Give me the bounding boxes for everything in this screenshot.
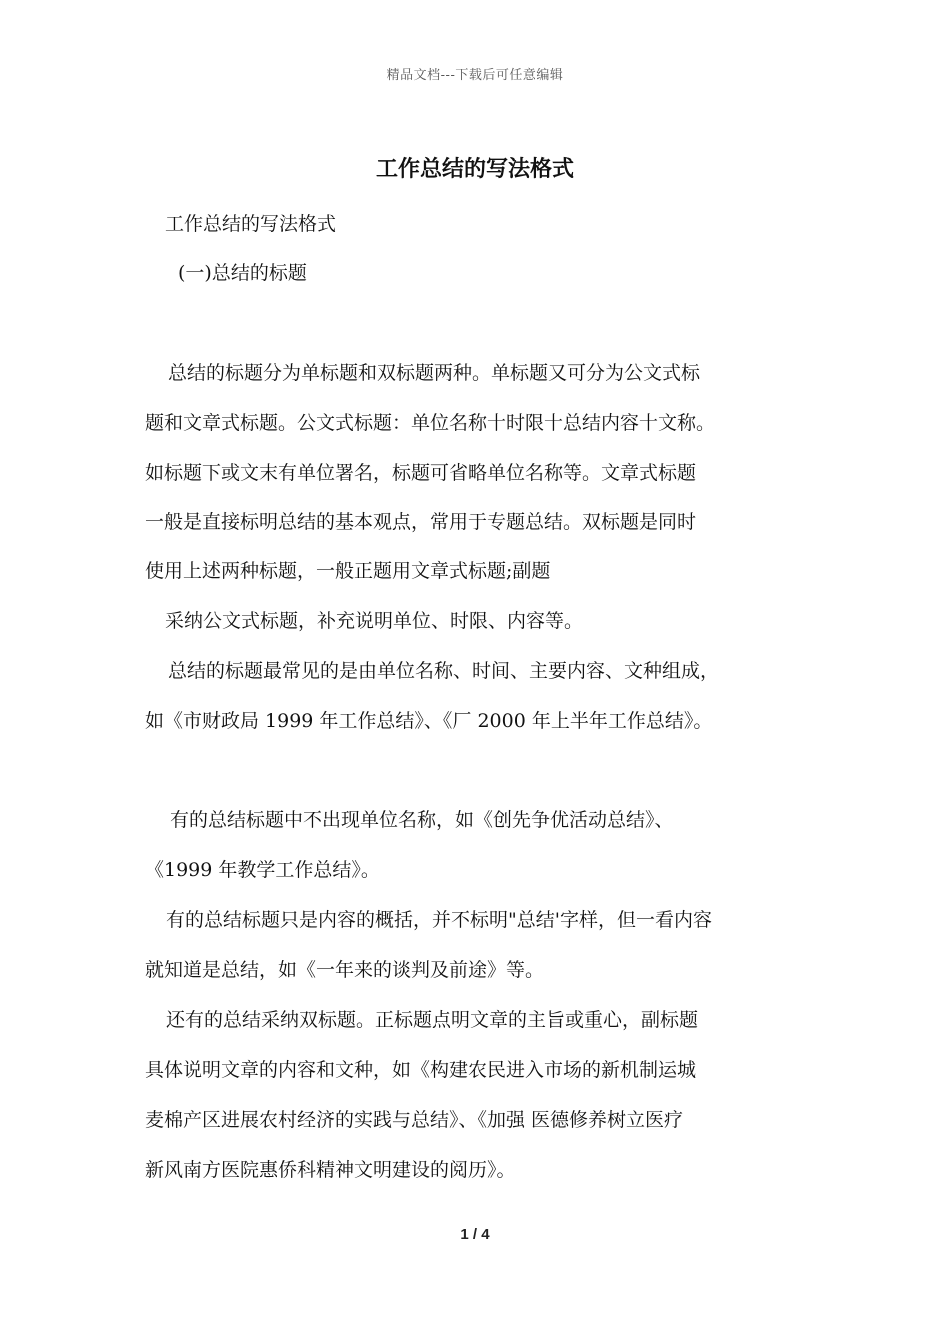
paragraph-line: 还有的总结采纳双标题。正标题点明文章的主旨或重心，副标题 xyxy=(166,1009,699,1031)
paragraph-line: 总结的标题分为单标题和双标题两种。单标题又可分为公文式标 xyxy=(168,362,701,384)
paragraph-line: 《1999 年教学工作总结》。 xyxy=(145,859,380,881)
paragraph-line: 总结的标题最常见的是由单位名称、时间、主要内容、文种组成， xyxy=(168,660,720,682)
paragraph-line: 采纳公文式标题，补充说明单位、时限、内容等。 xyxy=(165,610,584,632)
paragraph-line: 使用上述两种标题，一般正题用文章式标题;副题 xyxy=(145,560,551,582)
paragraph-line: 具体说明文章的内容和文种，如《构建农民进入市场的新机制运城 xyxy=(145,1059,697,1081)
header-note: 精品文档---下载后可任意编辑 xyxy=(386,68,564,83)
paragraph-line: 有的总结标题中不出现单位名称，如《创先争优活动总结》、 xyxy=(170,809,674,831)
paragraph-line: 如《市财政局 1999 年工作总结》、《厂 2000 年上半年工作总结》。 xyxy=(145,710,713,732)
paragraph-line: 新风南方医院惠侨科精神文明建设的阅历》。 xyxy=(145,1159,516,1181)
paragraph-line: 一般是直接标明总结的基本观点，常用于专题总结。双标题是同时 xyxy=(145,511,697,533)
paragraph-line: 麦棉产区进展农村经济的实践与总结》、《加强 医德修养树立医疗 xyxy=(145,1109,684,1131)
paragraph-line: 如标题下或文末有单位署名，标题可省略单位名称等。文章式标题 xyxy=(145,462,697,484)
section-heading: (一)总结的标题 xyxy=(178,262,307,284)
paragraph-line: 有的总结标题只是内容的概括，并不标明"总结'字样，但一看内容 xyxy=(166,909,712,931)
document-title: 工作总结的写法格式 xyxy=(375,156,574,182)
paragraph-line: 题和文章式标题。公文式标题：单位名称十时限十总结内容十文称。 xyxy=(145,412,716,434)
document-subtitle: 工作总结的写法格式 xyxy=(165,213,337,235)
paragraph-line: 就知道是总结，如《一年来的谈判及前途》等。 xyxy=(145,959,545,981)
page-number: 1 / 4 xyxy=(460,1226,490,1243)
